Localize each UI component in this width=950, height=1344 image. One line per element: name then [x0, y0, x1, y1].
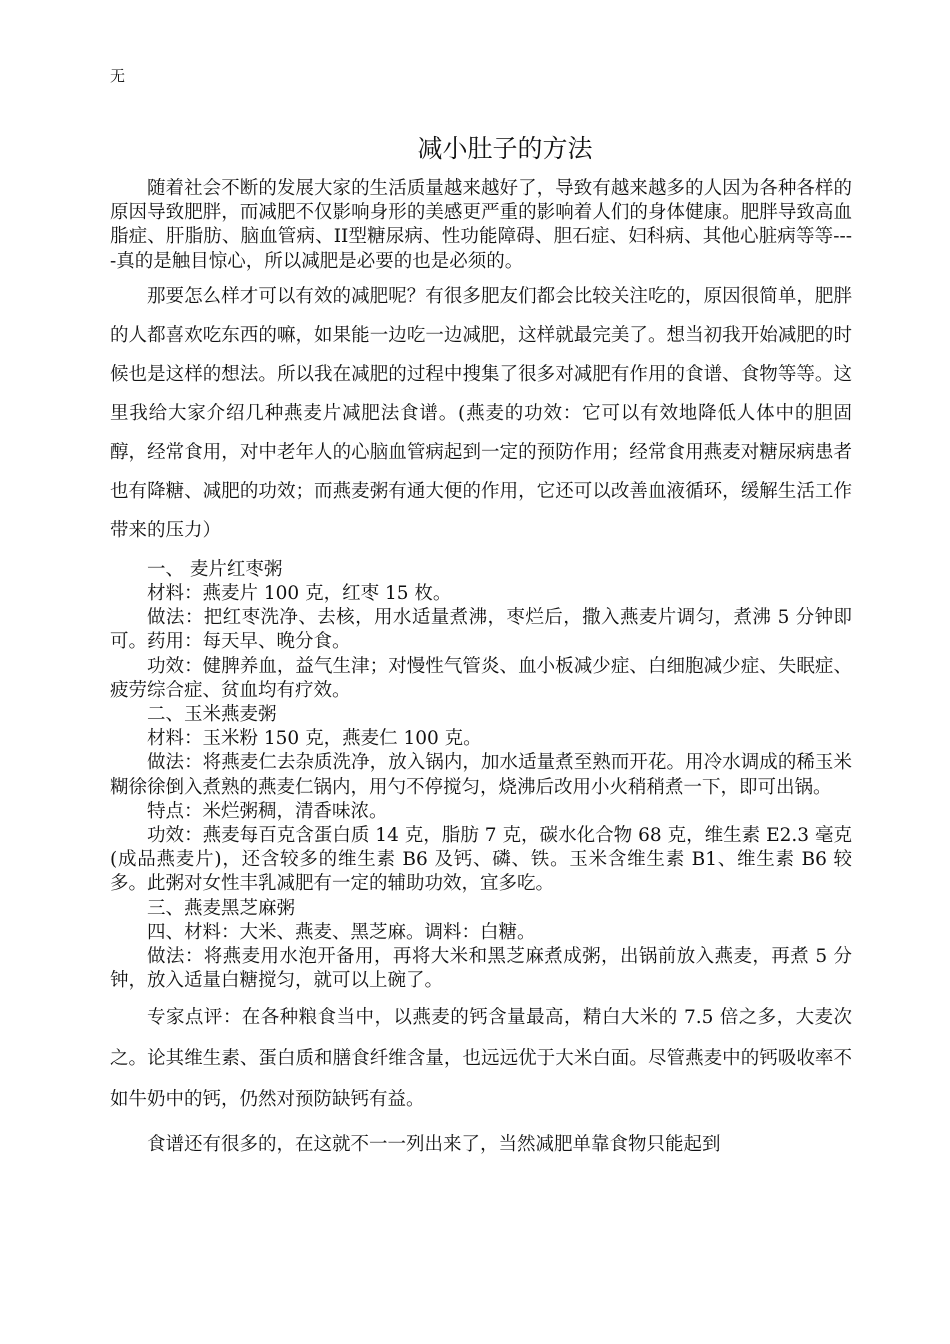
paragraph-closing: 食谱还有很多的，在这就不一一列出来了，当然减肥单靠食物只能起到 — [147, 1134, 721, 1156]
recipe-2-method: 做法：将燕麦仁去杂质洗净，放入锅内，加水适量煮至熟而开花。用冷水调成的稀玉米糊徐徐倒入煮熟的燕麦仁锅内，用勺不停搅匀，烧沸后改用小火稍稍煮一下，即可出锅。 — [110, 752, 852, 798]
recipe-2-ingredients: 材料：玉米粉 150 克，燕麦仁 100 克。 — [147, 728, 482, 750]
recipe-1-ingredients: 材料：燕麦片 100 克，红枣 15 枚。 — [147, 583, 452, 605]
document-body — [110, 177, 852, 1165]
recipe-1-effects: 功效：健脾养血，益气生津；对慢性气管炎、血小板减少症、白细胞减少症、失眠症、疲劳综合症、贫血均有疗效。 — [110, 655, 852, 701]
expert-comment: 专家点评：在各种粮食当中，以燕麦的钙含量最高，精白大米的 7.5 倍之多，大麦次之。论其维生素、蛋白质和膳食纤维含量，也远远优于大米白面。尽管燕麦中的钙吸收率不如牛奶中的钙，仍然对预防缺钙有益。 — [110, 1007, 852, 1111]
recipe-2-effects: 功效：燕麦每百克含蛋白质 14 克，脂肪 7 克，碳水化合物 68 克，维生素 E2.3 毫克(成品燕麦片)，还含较多的维生素 B6 及钙、磷、铁。玉米含维生素 B1、维生素 B6 较多。此粥对女性丰乳减肥有一定的辅助功效，宜多吃。 — [110, 825, 852, 895]
paragraph-oats-intro: 那要怎么样才可以有效的减肥呢？有很多肥友们都会比较关注吃的，原因很简单，肥胖的人都喜欢吃东西的嘛，如果能一边吃一边减肥，这样就最完美了。想当初我开始减肥的时候也是这样的想法。所以我在减肥的过程中搜集了很多对减肥有作用的食谱、食物等等。这里我给大家介绍几种燕麦片减肥法食谱。(燕麦的功效：它可以有效地降低人体中的胆固醇，经常食用，对中老年人的心脑血管病起到一定的预防作用；经常食用燕麦对糖尿病患者也有降糖、减肥的功效；而燕麦粥有通大便的作用，它还可以改善血液循环，缓解生活工作带来的压力） — [110, 285, 852, 541]
recipe-1-method: 做法：把红枣洗净、去核，用水适量煮沸，枣烂后，撒入燕麦片调匀，煮沸 5 分钟即可。药用：每天早、晚分食。 — [110, 607, 852, 653]
header-mark: 无 — [110, 67, 126, 85]
recipe-2-heading: 二、玉米燕麦粥 — [147, 704, 277, 726]
recipe-3-heading: 三、燕麦黑芝麻粥 — [147, 897, 296, 919]
page-title: 减小肚子的方法 — [417, 134, 593, 163]
recipe-2-features: 特点：米烂粥稠，清香味浓。 — [147, 800, 388, 822]
recipe-3-method: 做法：将燕麦用水泡开备用，再将大米和黑芝麻煮成粥，出锅前放入燕麦，再煮 5 分钟，放入适量白糖搅匀，就可以上碗了。 — [110, 946, 852, 992]
recipe-1-heading: 一、 麦片红枣粥 — [147, 558, 283, 580]
paragraph-intro: 随着社会不断的发展大家的生活质量越来越好了，导致有越来越多的人因为各种各样的原因导致肥胖，而减肥不仅影响身形的美感更严重的影响着人们的身体健康。肥胖导致高血脂症、肝脂肪、脑血管病、II型糖尿病、性功能障碍、胆石症、妇科病、其他心脏病等等----真的是触目惊心，所以减肥是必要的也是必须的。 — [110, 178, 852, 272]
recipe-3-ingredients: 四、材料：大米、燕麦、黑芝麻。调料：白糖。 — [147, 921, 536, 943]
